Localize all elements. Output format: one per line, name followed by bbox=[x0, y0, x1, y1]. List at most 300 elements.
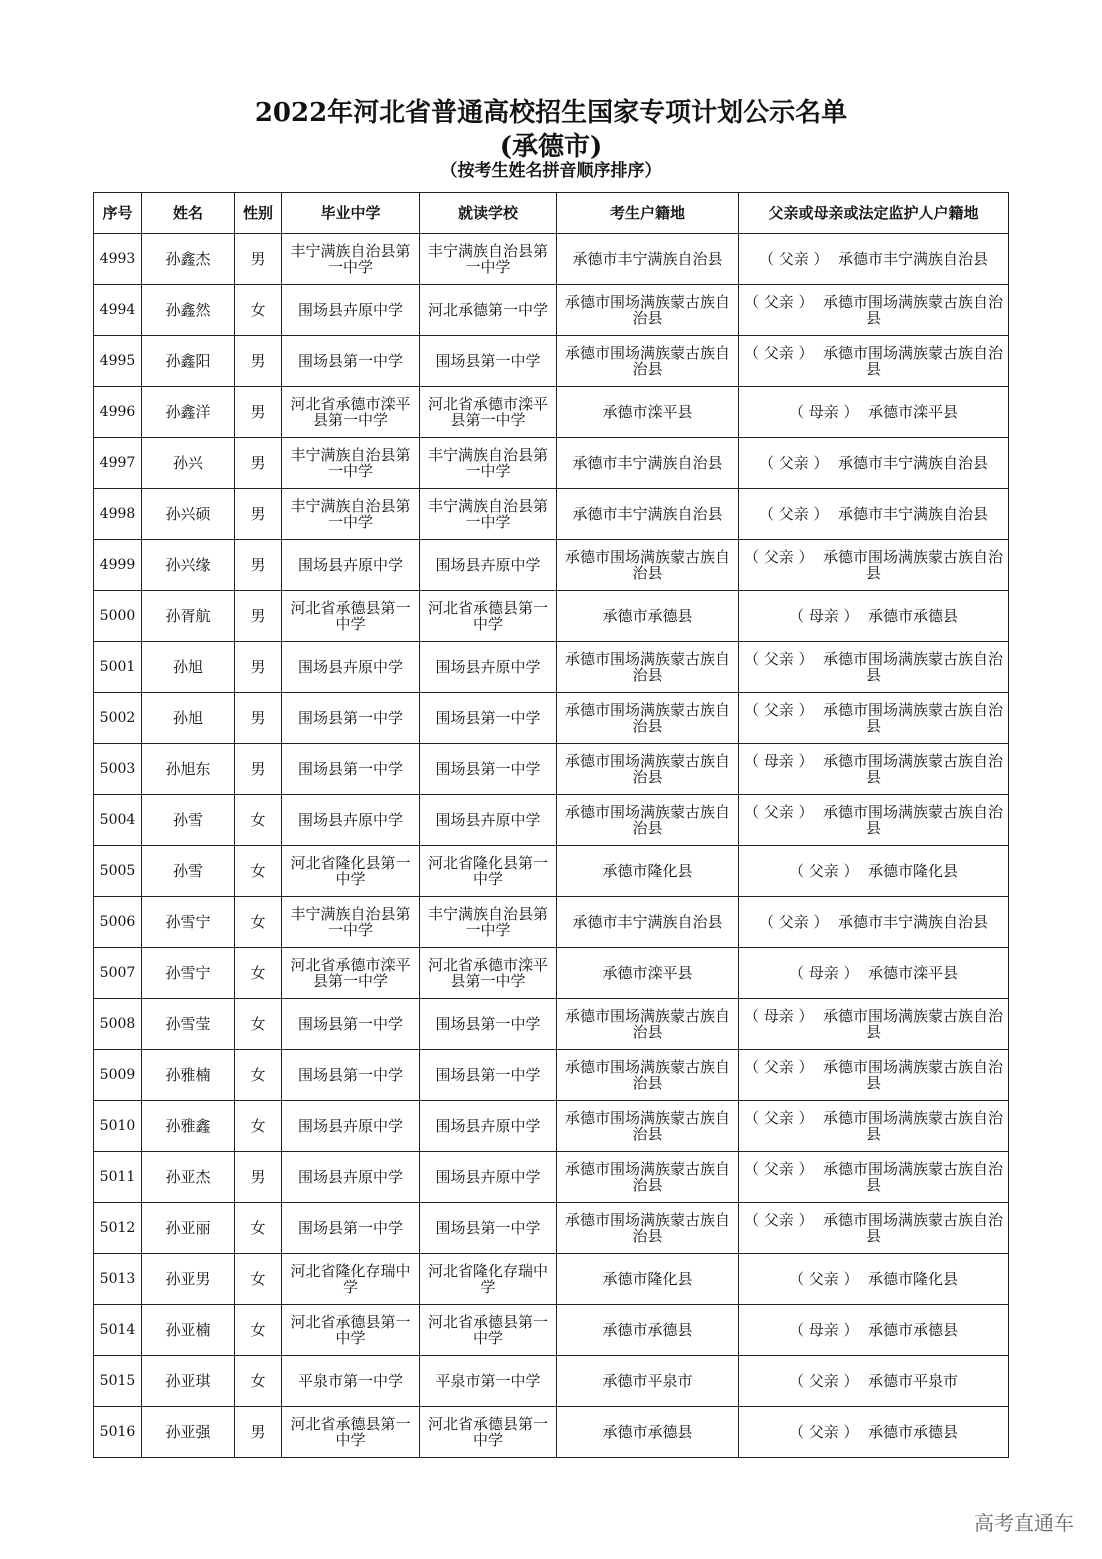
current-school: 河北省承德县第一中学 bbox=[420, 591, 557, 642]
row-no: 5005 bbox=[94, 846, 142, 897]
row-no: 5013 bbox=[94, 1254, 142, 1305]
student-name: 孙亚杰 bbox=[142, 1152, 235, 1203]
close-paren: ） bbox=[838, 1270, 869, 1288]
close-paren: ） bbox=[793, 1058, 824, 1076]
watermark: 高考直通车 bbox=[974, 1511, 1074, 1535]
gender: 男 bbox=[235, 438, 282, 489]
parent-relation: 母亲 bbox=[808, 607, 839, 625]
hukou-location: 承德市围场满族蒙古族自治县 bbox=[557, 1050, 739, 1101]
parent-relation: 父亲 bbox=[778, 454, 809, 472]
row-no: 5015 bbox=[94, 1356, 142, 1407]
header-name: 姓名 bbox=[142, 193, 235, 234]
graduated-school: 丰宁满族自治县第一中学 bbox=[282, 897, 420, 948]
parent-relation: 父亲 bbox=[763, 548, 794, 566]
hukou-location: 承德市滦平县 bbox=[557, 948, 739, 999]
open-paren: （ bbox=[788, 1321, 809, 1339]
open-paren: （ bbox=[788, 607, 809, 625]
close-paren: ） bbox=[838, 1423, 869, 1441]
gender: 男 bbox=[235, 540, 282, 591]
table-row bbox=[94, 591, 1009, 642]
parent-location: 承德市平泉市 bbox=[868, 1372, 959, 1390]
table-row bbox=[94, 1152, 1009, 1203]
header-current-school: 就读学校 bbox=[420, 193, 557, 234]
parent-relation: 父亲 bbox=[778, 913, 809, 931]
parent-location: 承德市围场满族蒙古族自治县 bbox=[823, 701, 1004, 735]
parent-relation: 父亲 bbox=[763, 1160, 794, 1178]
open-paren: （ bbox=[743, 548, 764, 566]
close-paren: ） bbox=[808, 250, 839, 268]
parent-hukou bbox=[739, 234, 1009, 285]
close-paren: ） bbox=[793, 803, 824, 821]
row-no: 5014 bbox=[94, 1305, 142, 1356]
parent-relation: 母亲 bbox=[808, 964, 839, 982]
current-school: 围场县第一中学 bbox=[420, 693, 557, 744]
open-paren: （ bbox=[743, 1160, 764, 1178]
parent-hukou bbox=[739, 1305, 1009, 1356]
close-paren: ） bbox=[793, 548, 824, 566]
parent-location: 承德市围场满族蒙古族自治县 bbox=[823, 548, 1004, 582]
open-paren: （ bbox=[758, 454, 779, 472]
table-row bbox=[94, 948, 1009, 999]
open-paren: （ bbox=[758, 913, 779, 931]
student-name: 孙亚丽 bbox=[142, 1203, 235, 1254]
table-row bbox=[94, 336, 1009, 387]
parent-location: 承德市承德县 bbox=[868, 1423, 959, 1441]
table-row bbox=[94, 693, 1009, 744]
close-paren: ） bbox=[793, 1007, 824, 1025]
parent-hukou bbox=[739, 1203, 1009, 1254]
table-header bbox=[94, 193, 1009, 234]
graduated-school: 围场县卉原中学 bbox=[282, 285, 420, 336]
close-paren: ） bbox=[793, 293, 824, 311]
parent-relation: 父亲 bbox=[808, 1423, 839, 1441]
hukou-location: 承德市围场满族蒙古族自治县 bbox=[557, 744, 739, 795]
parent-location: 承德市隆化县 bbox=[868, 862, 959, 880]
parent-location: 承德市围场满族蒙古族自治县 bbox=[823, 1109, 1004, 1143]
parent-hukou bbox=[739, 540, 1009, 591]
parent-relation: 父亲 bbox=[763, 1109, 794, 1127]
graduated-school: 围场县卉原中学 bbox=[282, 540, 420, 591]
close-paren: ） bbox=[838, 403, 869, 421]
student-name: 孙兴 bbox=[142, 438, 235, 489]
open-paren: （ bbox=[743, 344, 764, 362]
gender: 女 bbox=[235, 1305, 282, 1356]
current-school: 围场县卉原中学 bbox=[420, 540, 557, 591]
graduated-school: 丰宁满族自治县第一中学 bbox=[282, 234, 420, 285]
table-row bbox=[94, 795, 1009, 846]
parent-relation: 父亲 bbox=[808, 1372, 839, 1390]
current-school: 围场县卉原中学 bbox=[420, 795, 557, 846]
parent-location: 承德市承德县 bbox=[868, 1321, 959, 1339]
row-no: 5004 bbox=[94, 795, 142, 846]
gender: 男 bbox=[235, 1152, 282, 1203]
close-paren: ） bbox=[838, 862, 869, 880]
parent-hukou bbox=[739, 642, 1009, 693]
parent-hukou bbox=[739, 948, 1009, 999]
gender: 男 bbox=[235, 642, 282, 693]
gender: 男 bbox=[235, 1407, 282, 1458]
student-name: 孙鑫阳 bbox=[142, 336, 235, 387]
hukou-location: 承德市丰宁满族自治县 bbox=[557, 234, 739, 285]
current-school: 河北省隆化县第一中学 bbox=[420, 846, 557, 897]
row-no: 5000 bbox=[94, 591, 142, 642]
current-school: 围场县第一中学 bbox=[420, 336, 557, 387]
table-row bbox=[94, 1101, 1009, 1152]
gender: 男 bbox=[235, 387, 282, 438]
gender: 女 bbox=[235, 1254, 282, 1305]
hukou-location: 承德市丰宁满族自治县 bbox=[557, 438, 739, 489]
row-no: 4995 bbox=[94, 336, 142, 387]
current-school: 围场县卉原中学 bbox=[420, 642, 557, 693]
open-paren: （ bbox=[788, 1270, 809, 1288]
table-row bbox=[94, 1203, 1009, 1254]
student-name: 孙亚琪 bbox=[142, 1356, 235, 1407]
graduated-school: 围场县第一中学 bbox=[282, 1203, 420, 1254]
current-school: 河北省承德市滦平县第一中学 bbox=[420, 948, 557, 999]
parent-location: 承德市承德县 bbox=[868, 607, 959, 625]
graduated-school: 围场县第一中学 bbox=[282, 744, 420, 795]
student-name: 孙兴缘 bbox=[142, 540, 235, 591]
hukou-location: 承德市隆化县 bbox=[557, 1254, 739, 1305]
graduated-school: 丰宁满族自治县第一中学 bbox=[282, 438, 420, 489]
close-paren: ） bbox=[808, 505, 839, 523]
parent-location: 承德市丰宁满族自治县 bbox=[838, 454, 989, 472]
current-school: 河北省承德县第一中学 bbox=[420, 1305, 557, 1356]
parent-hukou bbox=[739, 1356, 1009, 1407]
close-paren: ） bbox=[793, 650, 824, 668]
open-paren: （ bbox=[743, 701, 764, 719]
parent-location: 承德市围场满族蒙古族自治县 bbox=[823, 1007, 1004, 1041]
student-name: 孙雪 bbox=[142, 795, 235, 846]
gender: 女 bbox=[235, 1356, 282, 1407]
table-row bbox=[94, 1407, 1009, 1458]
close-paren: ） bbox=[838, 1372, 869, 1390]
graduated-school: 围场县卉原中学 bbox=[282, 795, 420, 846]
gender: 女 bbox=[235, 897, 282, 948]
page-title: 2022年河北省普通高校招生国家专项计划公示名单 bbox=[254, 98, 848, 128]
table-row bbox=[94, 540, 1009, 591]
parent-hukou bbox=[739, 285, 1009, 336]
student-name: 孙雪宁 bbox=[142, 948, 235, 999]
graduated-school: 围场县卉原中学 bbox=[282, 1101, 420, 1152]
hukou-location: 承德市围场满族蒙古族自治县 bbox=[557, 693, 739, 744]
row-no: 4997 bbox=[94, 438, 142, 489]
current-school: 平泉市第一中学 bbox=[420, 1356, 557, 1407]
student-name: 孙旭东 bbox=[142, 744, 235, 795]
gender: 女 bbox=[235, 948, 282, 999]
parent-hukou bbox=[739, 591, 1009, 642]
header-gender: 性别 bbox=[235, 193, 282, 234]
current-school: 丰宁满族自治县第一中学 bbox=[420, 234, 557, 285]
page-subtitle: (承德市) bbox=[499, 132, 603, 162]
table-row bbox=[94, 744, 1009, 795]
close-paren: ） bbox=[838, 607, 869, 625]
row-no: 5012 bbox=[94, 1203, 142, 1254]
row-no: 4994 bbox=[94, 285, 142, 336]
parent-relation: 父亲 bbox=[763, 293, 794, 311]
current-school: 围场县第一中学 bbox=[420, 744, 557, 795]
row-no: 5003 bbox=[94, 744, 142, 795]
parent-hukou bbox=[739, 693, 1009, 744]
admission-list-table bbox=[93, 192, 1009, 1458]
close-paren: ） bbox=[793, 752, 824, 770]
gender: 男 bbox=[235, 693, 282, 744]
open-paren: （ bbox=[743, 1007, 764, 1025]
sort-note: （按考生姓名拼音顺序排序） bbox=[440, 161, 662, 181]
parent-location: 承德市丰宁满族自治县 bbox=[838, 250, 989, 268]
gender: 女 bbox=[235, 795, 282, 846]
student-name: 孙亚强 bbox=[142, 1407, 235, 1458]
table-row bbox=[94, 999, 1009, 1050]
parent-location: 承德市围场满族蒙古族自治县 bbox=[823, 803, 1004, 837]
close-paren: ） bbox=[793, 701, 824, 719]
parent-location: 承德市围场满族蒙古族自治县 bbox=[823, 1058, 1004, 1092]
parent-relation: 父亲 bbox=[763, 803, 794, 821]
close-paren: ） bbox=[808, 913, 839, 931]
current-school: 丰宁满族自治县第一中学 bbox=[420, 897, 557, 948]
open-paren: （ bbox=[788, 964, 809, 982]
parent-relation: 母亲 bbox=[763, 1007, 794, 1025]
hukou-location: 承德市围场满族蒙古族自治县 bbox=[557, 999, 739, 1050]
parent-relation: 父亲 bbox=[808, 1270, 839, 1288]
parent-location: 承德市围场满族蒙古族自治县 bbox=[823, 650, 1004, 684]
close-paren: ） bbox=[793, 344, 824, 362]
current-school: 丰宁满族自治县第一中学 bbox=[420, 438, 557, 489]
hukou-location: 承德市围场满族蒙古族自治县 bbox=[557, 285, 739, 336]
graduated-school: 河北省承德县第一中学 bbox=[282, 1305, 420, 1356]
graduated-school: 围场县第一中学 bbox=[282, 999, 420, 1050]
parent-location: 承德市隆化县 bbox=[868, 1270, 959, 1288]
current-school: 河北省承德市滦平县第一中学 bbox=[420, 387, 557, 438]
student-name: 孙胥航 bbox=[142, 591, 235, 642]
row-no: 4996 bbox=[94, 387, 142, 438]
close-paren: ） bbox=[793, 1109, 824, 1127]
student-name: 孙旭 bbox=[142, 642, 235, 693]
parent-relation: 母亲 bbox=[808, 1321, 839, 1339]
hukou-location: 承德市承德县 bbox=[557, 1407, 739, 1458]
hukou-location: 承德市丰宁满族自治县 bbox=[557, 897, 739, 948]
close-paren: ） bbox=[793, 1211, 824, 1229]
row-no: 5010 bbox=[94, 1101, 142, 1152]
row-no: 5008 bbox=[94, 999, 142, 1050]
hukou-location: 承德市围场满族蒙古族自治县 bbox=[557, 540, 739, 591]
table-row bbox=[94, 1254, 1009, 1305]
current-school: 河北省承德县第一中学 bbox=[420, 1407, 557, 1458]
current-school: 河北承德第一中学 bbox=[420, 285, 557, 336]
table-row bbox=[94, 285, 1009, 336]
row-no: 5011 bbox=[94, 1152, 142, 1203]
parent-hukou bbox=[739, 438, 1009, 489]
parent-hukou bbox=[739, 1152, 1009, 1203]
close-paren: ） bbox=[793, 1160, 824, 1178]
hukou-location: 承德市围场满族蒙古族自治县 bbox=[557, 1152, 739, 1203]
open-paren: （ bbox=[743, 752, 764, 770]
parent-relation: 父亲 bbox=[763, 344, 794, 362]
row-no: 5002 bbox=[94, 693, 142, 744]
student-name: 孙亚男 bbox=[142, 1254, 235, 1305]
current-school: 围场县第一中学 bbox=[420, 1050, 557, 1101]
graduated-school: 河北省承德县第一中学 bbox=[282, 591, 420, 642]
table-row bbox=[94, 1305, 1009, 1356]
header-graduated-school: 毕业中学 bbox=[282, 193, 420, 234]
hukou-location: 承德市围场满族蒙古族自治县 bbox=[557, 1203, 739, 1254]
row-no: 5001 bbox=[94, 642, 142, 693]
hukou-location: 承德市平泉市 bbox=[557, 1356, 739, 1407]
hukou-location: 承德市围场满族蒙古族自治县 bbox=[557, 795, 739, 846]
open-paren: （ bbox=[743, 1109, 764, 1127]
parent-relation: 父亲 bbox=[808, 862, 839, 880]
open-paren: （ bbox=[743, 803, 764, 821]
graduated-school: 河北省承德市滦平县第一中学 bbox=[282, 948, 420, 999]
parent-location: 承德市滦平县 bbox=[868, 403, 959, 421]
hukou-location: 承德市围场满族蒙古族自治县 bbox=[557, 1101, 739, 1152]
table-row bbox=[94, 387, 1009, 438]
graduated-school: 丰宁满族自治县第一中学 bbox=[282, 489, 420, 540]
student-name: 孙亚楠 bbox=[142, 1305, 235, 1356]
graduated-school: 围场县卉原中学 bbox=[282, 1152, 420, 1203]
table-row bbox=[94, 1356, 1009, 1407]
student-name: 孙鑫洋 bbox=[142, 387, 235, 438]
parent-hukou bbox=[739, 489, 1009, 540]
parent-hukou bbox=[739, 795, 1009, 846]
open-paren: （ bbox=[743, 650, 764, 668]
parent-relation: 母亲 bbox=[763, 752, 794, 770]
row-no: 5006 bbox=[94, 897, 142, 948]
open-paren: （ bbox=[758, 505, 779, 523]
hukou-location: 承德市围场满族蒙古族自治县 bbox=[557, 336, 739, 387]
table-row bbox=[94, 234, 1009, 285]
table-row bbox=[94, 438, 1009, 489]
graduated-school: 河北省承德市滦平县第一中学 bbox=[282, 387, 420, 438]
table-row bbox=[94, 642, 1009, 693]
parent-hukou bbox=[739, 336, 1009, 387]
row-no: 5009 bbox=[94, 1050, 142, 1101]
parent-location: 承德市丰宁满族自治县 bbox=[838, 505, 989, 523]
parent-hukou bbox=[739, 999, 1009, 1050]
student-name: 孙鑫然 bbox=[142, 285, 235, 336]
close-paren: ） bbox=[838, 1321, 869, 1339]
student-name: 孙雅鑫 bbox=[142, 1101, 235, 1152]
open-paren: （ bbox=[743, 293, 764, 311]
table-row bbox=[94, 489, 1009, 540]
current-school: 围场县卉原中学 bbox=[420, 1101, 557, 1152]
parent-location: 承德市滦平县 bbox=[868, 964, 959, 982]
gender: 女 bbox=[235, 1101, 282, 1152]
close-paren: ） bbox=[808, 454, 839, 472]
parent-relation: 父亲 bbox=[763, 1211, 794, 1229]
graduated-school: 河北省承德县第一中学 bbox=[282, 1407, 420, 1458]
current-school: 围场县第一中学 bbox=[420, 1203, 557, 1254]
parent-hukou bbox=[739, 1254, 1009, 1305]
header-parent-hukou: 父亲或母亲或法定监护人户籍地 bbox=[739, 193, 1009, 234]
gender: 女 bbox=[235, 1050, 282, 1101]
row-no: 5007 bbox=[94, 948, 142, 999]
hukou-location: 承德市承德县 bbox=[557, 1305, 739, 1356]
parent-location: 承德市围场满族蒙古族自治县 bbox=[823, 752, 1004, 786]
gender: 男 bbox=[235, 591, 282, 642]
graduated-school: 围场县第一中学 bbox=[282, 693, 420, 744]
row-no: 4998 bbox=[94, 489, 142, 540]
parent-hukou bbox=[739, 744, 1009, 795]
parent-hukou bbox=[739, 1407, 1009, 1458]
gender: 女 bbox=[235, 285, 282, 336]
current-school: 丰宁满族自治县第一中学 bbox=[420, 489, 557, 540]
gender: 男 bbox=[235, 744, 282, 795]
student-name: 孙兴硕 bbox=[142, 489, 235, 540]
parent-relation: 父亲 bbox=[763, 650, 794, 668]
table-row bbox=[94, 1050, 1009, 1101]
graduated-school: 平泉市第一中学 bbox=[282, 1356, 420, 1407]
gender: 女 bbox=[235, 999, 282, 1050]
open-paren: （ bbox=[743, 1058, 764, 1076]
graduated-school: 围场县第一中学 bbox=[282, 1050, 420, 1101]
hukou-location: 承德市滦平县 bbox=[557, 387, 739, 438]
open-paren: （ bbox=[758, 250, 779, 268]
parent-relation: 父亲 bbox=[778, 250, 809, 268]
open-paren: （ bbox=[743, 1211, 764, 1229]
gender: 男 bbox=[235, 336, 282, 387]
hukou-location: 承德市丰宁满族自治县 bbox=[557, 489, 739, 540]
close-paren: ） bbox=[838, 964, 869, 982]
parent-location: 承德市围场满族蒙古族自治县 bbox=[823, 1211, 1004, 1245]
open-paren: （ bbox=[788, 403, 809, 421]
header-hukou: 考生户籍地 bbox=[557, 193, 739, 234]
parent-hukou bbox=[739, 1050, 1009, 1101]
student-name: 孙雪莹 bbox=[142, 999, 235, 1050]
student-name: 孙旭 bbox=[142, 693, 235, 744]
parent-relation: 父亲 bbox=[763, 1058, 794, 1076]
graduated-school: 河北省隆化存瑞中学 bbox=[282, 1254, 420, 1305]
parent-location: 承德市围场满族蒙古族自治县 bbox=[823, 293, 1004, 327]
open-paren: （ bbox=[788, 862, 809, 880]
parent-hukou bbox=[739, 1101, 1009, 1152]
header-no: 序号 bbox=[94, 193, 142, 234]
parent-relation: 父亲 bbox=[763, 701, 794, 719]
row-no: 4993 bbox=[94, 234, 142, 285]
open-paren: （ bbox=[788, 1372, 809, 1390]
parent-location: 承德市丰宁满族自治县 bbox=[838, 913, 989, 931]
current-school: 围场县卉原中学 bbox=[420, 1152, 557, 1203]
graduated-school: 河北省隆化县第一中学 bbox=[282, 846, 420, 897]
student-name: 孙雪宁 bbox=[142, 897, 235, 948]
hukou-location: 承德市承德县 bbox=[557, 591, 739, 642]
open-paren: （ bbox=[788, 1423, 809, 1441]
graduated-school: 围场县第一中学 bbox=[282, 336, 420, 387]
parent-hukou bbox=[739, 846, 1009, 897]
table-row bbox=[94, 846, 1009, 897]
current-school: 围场县第一中学 bbox=[420, 999, 557, 1050]
parent-location: 承德市围场满族蒙古族自治县 bbox=[823, 1160, 1004, 1194]
parent-location: 承德市围场满族蒙古族自治县 bbox=[823, 344, 1004, 378]
student-name: 孙鑫杰 bbox=[142, 234, 235, 285]
row-no: 5016 bbox=[94, 1407, 142, 1458]
gender: 女 bbox=[235, 1203, 282, 1254]
parent-hukou bbox=[739, 387, 1009, 438]
current-school: 河北省隆化存瑞中学 bbox=[420, 1254, 557, 1305]
table-row bbox=[94, 897, 1009, 948]
parent-hukou bbox=[739, 897, 1009, 948]
hukou-location: 承德市隆化县 bbox=[557, 846, 739, 897]
graduated-school: 围场县卉原中学 bbox=[282, 642, 420, 693]
gender: 女 bbox=[235, 846, 282, 897]
student-name: 孙雪 bbox=[142, 846, 235, 897]
gender: 男 bbox=[235, 489, 282, 540]
gender: 男 bbox=[235, 234, 282, 285]
hukou-location: 承德市围场满族蒙古族自治县 bbox=[557, 642, 739, 693]
parent-relation: 父亲 bbox=[778, 505, 809, 523]
parent-relation: 母亲 bbox=[808, 403, 839, 421]
row-no: 4999 bbox=[94, 540, 142, 591]
